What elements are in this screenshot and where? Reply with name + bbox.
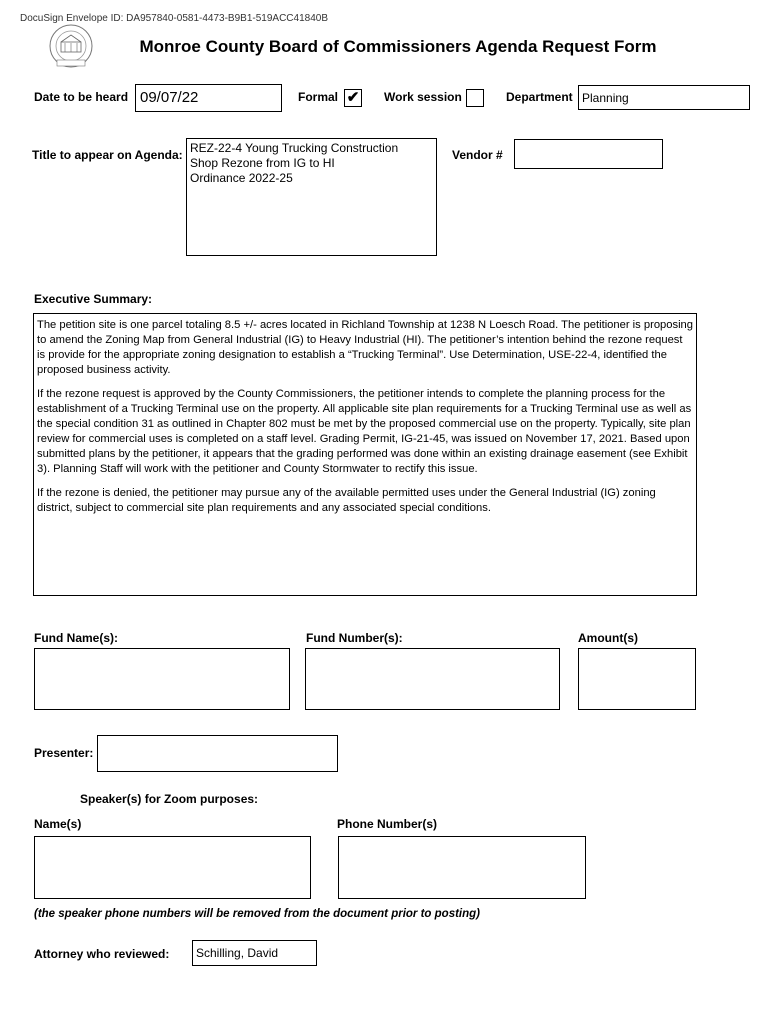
department-label: Department bbox=[506, 90, 573, 104]
speakers-label: Speaker(s) for Zoom purposes: bbox=[80, 792, 259, 806]
agenda-title-line: Ordinance 2022-25 bbox=[190, 171, 293, 185]
fund-number-field[interactable] bbox=[305, 648, 560, 710]
summary-paragraph: If the rezone is denied, the petitioner may pursue any of the available permitted uses under the General Industrial (IG) zoning district, subject to commercial site plan requirements and any associated special conditions. bbox=[37, 487, 656, 514]
date-field[interactable]: 09/07/22 bbox=[135, 84, 282, 112]
formal-checkbox[interactable]: ✔ bbox=[344, 89, 362, 107]
executive-summary-field[interactable] bbox=[33, 313, 697, 596]
speaker-names-field[interactable] bbox=[34, 836, 311, 899]
work-session-label: Work session bbox=[384, 90, 462, 104]
department-field[interactable]: Planning bbox=[578, 85, 750, 110]
phone-label: Phone Number(s) bbox=[337, 817, 438, 831]
fund-name-field[interactable] bbox=[34, 648, 290, 710]
attorney-field[interactable]: Schilling, David bbox=[192, 940, 317, 966]
agenda-title-label: Title to appear on Agenda: bbox=[32, 148, 183, 162]
agenda-title-line: REZ-22-4 Young Trucking Construction bbox=[190, 141, 399, 155]
envelope-id: DocuSign Envelope ID: DA957840-0581-4473-B9B1-519ACC41840B bbox=[20, 13, 328, 24]
fund-name-label: Fund Name(s): bbox=[34, 631, 118, 645]
formal-label: Formal bbox=[298, 90, 339, 104]
form-title: Monroe County Board of Commissioners Agenda Request Form bbox=[139, 37, 657, 56]
speaker-phone-field[interactable] bbox=[338, 836, 586, 899]
amount-field[interactable] bbox=[578, 648, 696, 710]
fund-number-label: Fund Number(s): bbox=[306, 631, 403, 645]
agenda-title-line: Shop Rezone from IG to HI bbox=[190, 156, 335, 170]
attorney-label: Attorney who reviewed: bbox=[34, 947, 170, 961]
names-label: Name(s) bbox=[34, 817, 82, 831]
executive-summary-label: Executive Summary: bbox=[34, 292, 153, 306]
agenda-title-field[interactable] bbox=[186, 138, 437, 256]
amount-label: Amount(s) bbox=[578, 631, 638, 645]
date-label: Date to be heard bbox=[34, 90, 129, 104]
presenter-label: Presenter: bbox=[34, 746, 94, 760]
removal-note: (the speaker phone numbers will be removed from the document prior to posting) bbox=[34, 908, 480, 920]
summary-paragraph: The petition site is one parcel totaling 8.5 +/- acres located in Richland Township at 1238 N Loesch Road. The petitioner is proposing to amend the Zoning Map from General Industrial (IG) to Heavy Industrial (HI). The petitioner’s intention behind the rezone request is provide for the appropriate zoning designation to establish a “Trucking Terminal”. Use Determination, USE-22-4, identified the proposed business activity. bbox=[37, 319, 694, 376]
work-session-checkbox[interactable] bbox=[466, 89, 484, 107]
vendor-label: Vendor # bbox=[452, 148, 503, 162]
presenter-field[interactable] bbox=[97, 735, 338, 772]
summary-paragraph: If the rezone request is approved by the County Commissioners, the petitioner intends to complete the planning process for the establishment of a Trucking Terminal use on the property. All applicable site plan requirements for a Trucking Terminal use as well as the special condition 31 as outlined in Chapter 802 must be met by the proposed commercial use on the property. Typically, site plan review for commercial uses is completed on a staff level. Grading Permit, IG-21-45, was issued on November 17, 2021. Based upon submitted plans by the petitioner, it appears that the grading performed was done within an existing drainage easement (see Exhibit 3). Planning Staff will work with the petitioner and County Stormwater to rectify this issue. bbox=[37, 388, 692, 475]
vendor-field[interactable] bbox=[514, 139, 663, 169]
